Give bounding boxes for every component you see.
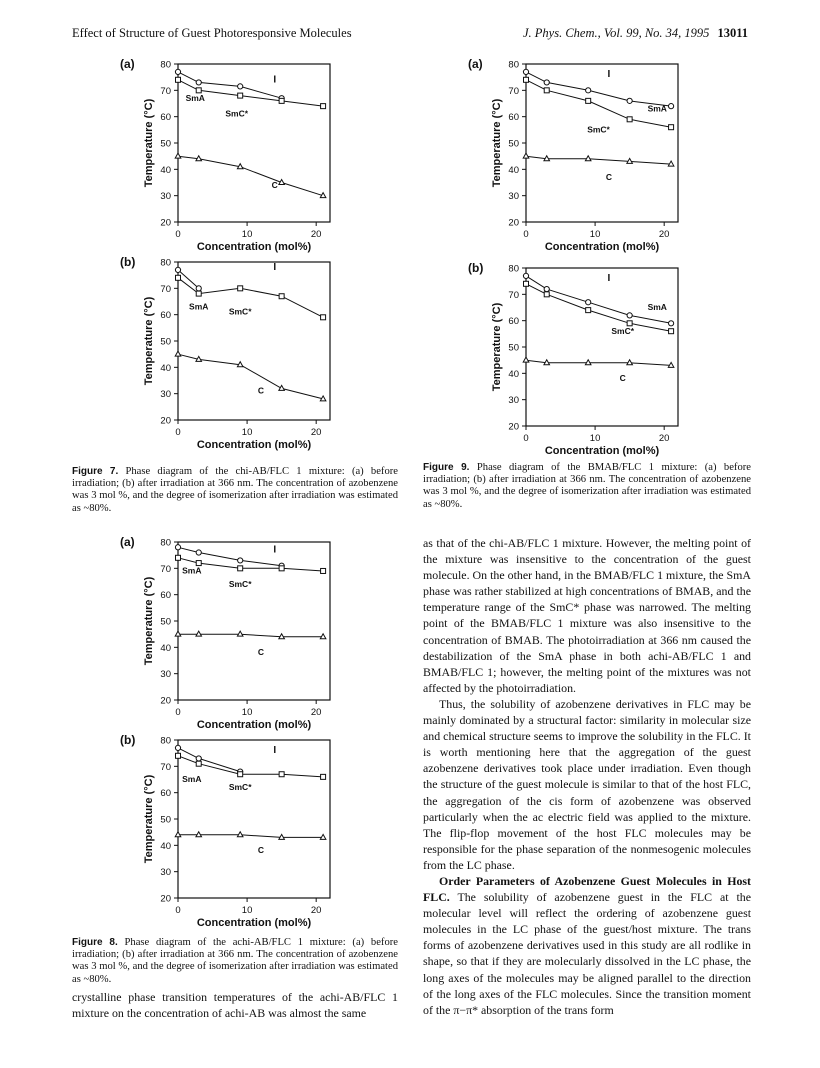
- x-tick-label: 20: [658, 229, 670, 240]
- panel-label: (a): [468, 57, 483, 71]
- phase-label: SmC*: [228, 578, 252, 589]
- data-point: [279, 98, 284, 103]
- y-tick-label: 80: [508, 59, 519, 71]
- data-point: [196, 756, 201, 761]
- data-point: [196, 631, 202, 636]
- y-axis-label: Temperature (°C): [143, 774, 155, 864]
- data-point: [627, 313, 632, 318]
- data-point: [196, 286, 201, 291]
- data-point: [627, 360, 633, 365]
- y-axis-label: Temperature (°C): [491, 98, 503, 188]
- y-tick-label: 30: [160, 191, 171, 203]
- fig7a-chart: [120, 54, 360, 252]
- y-tick-label: 60: [160, 788, 171, 800]
- phase-label: SmC*: [228, 782, 252, 793]
- y-tick-label: 50: [160, 138, 171, 150]
- x-axis-label: Concentration (mol%): [196, 719, 312, 731]
- data-point: [175, 545, 180, 550]
- y-tick-label: 80: [160, 537, 171, 549]
- data-point: [523, 69, 528, 74]
- data-point: [175, 745, 180, 750]
- x-tick-label: 10: [241, 427, 253, 438]
- phase-label: SmC*: [225, 108, 249, 119]
- phase-label: I: [607, 69, 611, 81]
- data-point: [279, 634, 285, 639]
- data-point: [176, 753, 181, 758]
- data-point: [320, 634, 326, 639]
- data-point: [585, 156, 591, 161]
- y-tick-label: 40: [508, 368, 519, 380]
- y-axis-label: Temperature (°C): [143, 98, 155, 188]
- y-axis-label: Temperature (°C): [491, 302, 503, 392]
- x-tick-label: 0: [175, 427, 181, 438]
- chart-svg: [468, 54, 708, 252]
- y-tick-label: 20: [508, 217, 519, 229]
- data-point: [320, 396, 326, 401]
- phase-label: SmC*: [228, 306, 252, 317]
- data-point: [523, 273, 528, 278]
- data-point: [627, 98, 632, 103]
- data-point: [321, 568, 326, 573]
- figure-7-caption: [72, 466, 398, 515]
- data-point: [237, 631, 243, 636]
- phase-label: SmA: [182, 565, 202, 576]
- y-tick-label: 40: [508, 164, 519, 176]
- y-tick-label: 40: [160, 642, 171, 654]
- data-point: [544, 88, 549, 93]
- phase-label: SmA: [647, 302, 667, 313]
- y-tick-label: 20: [160, 893, 171, 905]
- data-point: [237, 832, 243, 837]
- figure-8-caption: [72, 937, 398, 986]
- data-point: [320, 834, 326, 839]
- panel-label: (b): [120, 733, 136, 747]
- data-point: [524, 281, 529, 286]
- data-point: [668, 161, 674, 166]
- phase-label: C: [619, 373, 626, 384]
- data-point: [176, 77, 181, 82]
- data-point: [196, 832, 202, 837]
- right-column-text: [423, 535, 751, 1018]
- phase-label: SmC*: [611, 325, 635, 336]
- phase-label: SmA: [647, 103, 667, 114]
- phase-label: I: [273, 745, 277, 757]
- y-tick-label: 80: [160, 59, 171, 71]
- y-tick-label: 70: [160, 761, 171, 773]
- data-point: [279, 834, 285, 839]
- data-point: [668, 362, 674, 367]
- data-point: [586, 98, 591, 103]
- data-point: [175, 351, 181, 356]
- data-point: [544, 286, 549, 291]
- data-point: [238, 286, 243, 291]
- x-tick-label: 0: [523, 229, 529, 240]
- y-tick-label: 40: [160, 362, 171, 374]
- x-tick-label: 20: [310, 707, 322, 718]
- data-point: [175, 832, 181, 837]
- data-point: [320, 193, 326, 198]
- plot-frame: [178, 262, 330, 420]
- y-tick-label: 30: [160, 669, 171, 681]
- data-point: [238, 84, 243, 89]
- y-tick-label: 70: [160, 85, 171, 97]
- panel-label: (a): [120, 535, 135, 549]
- x-tick-label: 20: [310, 427, 322, 438]
- x-tick-label: 10: [241, 229, 253, 240]
- data-point: [176, 275, 181, 280]
- fig7b-chart: [120, 252, 360, 450]
- phase-label: SmA: [185, 92, 205, 103]
- y-tick-label: 50: [160, 336, 171, 348]
- phase-label: I: [273, 74, 277, 86]
- caption-label: Figure 7.: [72, 466, 119, 477]
- data-point: [524, 77, 529, 82]
- data-point: [279, 180, 285, 185]
- phase-label: I: [273, 544, 277, 556]
- chart-svg: [120, 730, 360, 928]
- caption-text: Phase diagram of the BMAB/FLC 1 mixture: (a) before irradiation; (b) after irradiation at 366 nm. The concentration of azobenzene was 3 mol %, and the degree of isomerization after irradiation was estimated as ~80%.: [423, 462, 751, 510]
- x-tick-label: 0: [175, 905, 181, 916]
- data-point: [176, 555, 181, 560]
- data-point: [669, 125, 674, 130]
- phase-label: SmA: [189, 301, 209, 312]
- y-tick-label: 50: [508, 138, 519, 150]
- x-axis-label: Concentration (mol%): [196, 241, 312, 253]
- data-point: [585, 360, 591, 365]
- panel-label: (a): [120, 57, 135, 71]
- chart-svg: [468, 258, 708, 456]
- y-tick-label: 80: [160, 735, 171, 747]
- circle-series-line: [178, 544, 282, 565]
- phase-label: C: [257, 845, 264, 856]
- phase-label: SmC*: [587, 124, 610, 135]
- data-point: [544, 360, 550, 365]
- page-number: 13011: [717, 26, 748, 40]
- data-point: [237, 164, 243, 169]
- data-point: [523, 357, 529, 362]
- phase-label: C: [257, 385, 264, 396]
- paragraph: Thus, the solubility of azobenzene derivatives in FLC may be mainly dominated by a structural factor: similarity in molecular size and chemical structure seems to improve the solubility in the FLC. It is worth mentioning here that the aggregation of the guest azobenzene derivatives took place under irradiation. Even though the structure of the guest molecule is similar to that of the host FLC, the aggregation of the cis form of azobenzene was observed particularly when the ac electric field was applied to the mixture. The flip-flop movement of the host FLC molecules may be responsible for the phase separation of the nonmesogenic molecules from the LC phase.: [423, 696, 751, 872]
- y-tick-label: 20: [160, 415, 171, 427]
- data-point: [196, 156, 202, 161]
- paragraph: [423, 873, 751, 1018]
- data-point: [279, 566, 284, 571]
- fig8a-chart: [120, 532, 360, 730]
- phase-label: C: [605, 171, 612, 182]
- data-point: [196, 550, 201, 555]
- x-tick-label: 20: [658, 433, 670, 444]
- y-tick-label: 60: [160, 590, 171, 602]
- x-axis-label: Concentration (mol%): [196, 439, 312, 451]
- chart-svg: [120, 532, 360, 730]
- panel-label: (b): [468, 261, 484, 275]
- section-heading: Order Parameters of Azobenzene Guest Molecules in Host FLC.: [423, 873, 751, 905]
- fig9a-chart: [468, 54, 708, 252]
- data-point: [279, 294, 284, 299]
- caption-label: Figure 8.: [72, 937, 118, 948]
- phase-label: C: [271, 179, 278, 190]
- y-tick-label: 70: [508, 85, 519, 97]
- phase-label: I: [607, 273, 611, 285]
- data-point: [196, 761, 201, 766]
- y-tick-label: 60: [160, 310, 171, 322]
- x-tick-label: 10: [241, 707, 253, 718]
- y-tick-label: 70: [508, 289, 519, 301]
- triangle-series-line: [178, 156, 323, 196]
- y-tick-label: 40: [160, 840, 171, 852]
- y-tick-label: 50: [160, 616, 171, 628]
- x-tick-label: 10: [589, 433, 601, 444]
- data-point: [321, 104, 326, 109]
- y-tick-label: 70: [160, 283, 171, 295]
- fig8b-chart: [120, 730, 360, 928]
- circle-series-line: [526, 276, 671, 323]
- x-tick-label: 20: [310, 905, 322, 916]
- y-tick-label: 70: [160, 563, 171, 575]
- phase-label: C: [257, 647, 264, 658]
- x-tick-label: 10: [589, 229, 601, 240]
- x-axis-label: Concentration (mol%): [544, 445, 660, 457]
- x-tick-label: 20: [310, 229, 322, 240]
- left-column-text: crystalline phase transition temperatures of the achi-AB/FLC 1 mixture on the concentration of achi-AB was almost the same: [72, 990, 398, 1021]
- y-tick-label: 50: [508, 342, 519, 354]
- data-point: [175, 267, 180, 272]
- fig9b-chart: [468, 258, 708, 456]
- paragraph: as that of the chi-AB/FLC 1 mixture. However, the melting point of the mixture was insensitive to the concentration of the guest molecule. On the other hand, in the BMAB/FLC 1 mixture, the SmA phase was rather stabilized at high concentrations of BMAB, and the temperature range of the SmC* phase was narrowed. The melting point of the BMAB/FLC 1 mixture was also insensitive to the concentration of BMAB. The photoirradiation at 366 nm caused the destabilization of the SmA phase in both achi-AB/FLC 1 and BMAB/FLC 1; however, the melting point of the mixtures was not affected by the photoirradiation.: [423, 536, 751, 695]
- y-tick-label: 60: [508, 316, 519, 328]
- y-axis-label: Temperature (°C): [143, 296, 155, 386]
- y-tick-label: 20: [508, 421, 519, 433]
- data-point: [196, 291, 201, 296]
- running-header: [72, 26, 748, 42]
- x-tick-label: 0: [175, 229, 181, 240]
- paragraph-text: The solubility of azobenzene guest in the FLC at the molecular level will reflect the ordering of azobenzene guest molecules in the LC phase of the guest/host mixture. The trans forms of azobenzene derivatives used in this study are all rodlike in shape, so that if they are molecularly dissolved in the LC phase, the long axes of the molecules may be aligned parallel to the direction of the long axes of the FLC molecules. Since the transition moment of the π−π* absorption of the trans form: [423, 890, 752, 1017]
- data-point: [586, 300, 591, 305]
- y-tick-label: 30: [508, 191, 519, 203]
- caption-text: Phase diagram of the chi-AB/FLC 1 mixture: (a) before irradiation; (b) after irradiation at 366 nm. The concentration of azobenzene was 3 mol %, and the degree of isomerization after irradiation was estimated as ~80%.: [72, 466, 398, 514]
- data-point: [627, 117, 632, 122]
- y-tick-label: 30: [160, 389, 171, 401]
- data-point: [279, 772, 284, 777]
- data-point: [544, 156, 550, 161]
- data-point: [544, 292, 549, 297]
- figure-9-caption: [423, 462, 751, 511]
- x-tick-label: 10: [241, 905, 253, 916]
- data-point: [238, 558, 243, 563]
- y-tick-label: 20: [160, 695, 171, 707]
- data-point: [175, 69, 180, 74]
- data-point: [321, 315, 326, 320]
- y-tick-label: 50: [160, 814, 171, 826]
- chart-svg: [120, 54, 360, 252]
- header-title: Effect of Structure of Guest Photoresponsive Molecules: [72, 26, 352, 40]
- x-axis-label: Concentration (mol%): [544, 241, 660, 253]
- data-point: [238, 772, 243, 777]
- phase-label: SmA: [182, 774, 202, 785]
- x-tick-label: 0: [175, 707, 181, 718]
- chart-svg: [120, 252, 360, 450]
- data-point: [586, 88, 591, 93]
- data-point: [196, 356, 202, 361]
- y-tick-label: 80: [160, 257, 171, 269]
- y-tick-label: 60: [508, 112, 519, 124]
- panel-label: (b): [120, 255, 136, 269]
- data-point: [238, 93, 243, 98]
- data-point: [279, 385, 285, 390]
- x-tick-label: 0: [523, 433, 529, 444]
- header-journal: [523, 26, 748, 41]
- data-point: [668, 321, 673, 326]
- y-tick-label: 20: [160, 217, 171, 229]
- data-point: [196, 80, 201, 85]
- data-point: [669, 329, 674, 334]
- data-point: [523, 153, 529, 158]
- data-point: [627, 158, 633, 163]
- data-point: [321, 774, 326, 779]
- y-tick-label: 80: [508, 263, 519, 275]
- y-tick-label: 60: [160, 112, 171, 124]
- data-point: [175, 153, 181, 158]
- caption-label: Figure 9.: [423, 462, 470, 473]
- data-point: [668, 104, 673, 109]
- data-point: [544, 80, 549, 85]
- data-point: [237, 362, 243, 367]
- y-axis-label: Temperature (°C): [143, 576, 155, 666]
- caption-text: Phase diagram of the achi-AB/FLC 1 mixture: (a) before irradiation; (b) after irradiation at 366 nm. The concentration of azobenzene was 3 mol %, and the degree of isomerization after irradiation was estimated as ~80%.: [72, 937, 398, 985]
- y-tick-label: 30: [508, 395, 519, 407]
- data-point: [175, 631, 181, 636]
- journal-citation: J. Phys. Chem., Vol. 99, No. 34, 1995: [522, 26, 710, 40]
- phase-label: I: [273, 261, 277, 273]
- y-tick-label: 40: [160, 164, 171, 176]
- data-point: [238, 566, 243, 571]
- x-axis-label: Concentration (mol%): [196, 917, 312, 929]
- y-tick-label: 30: [160, 867, 171, 879]
- data-point: [586, 308, 591, 313]
